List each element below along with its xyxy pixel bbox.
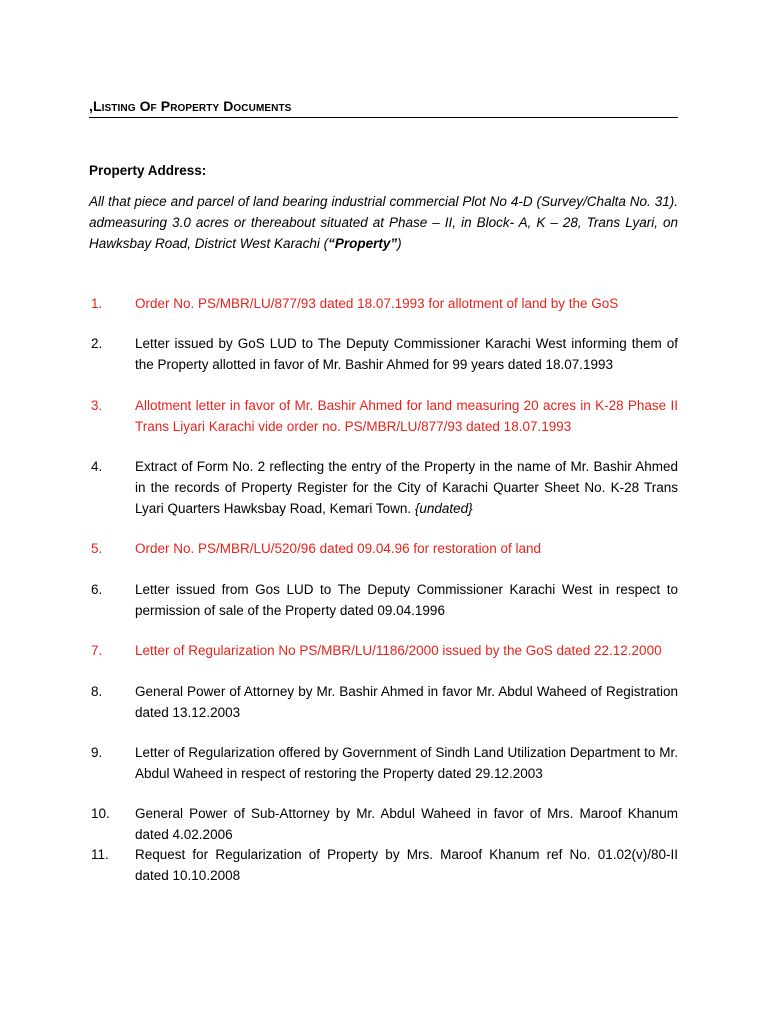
property-defined-term: “Property” (328, 236, 398, 251)
item-number: 7. (91, 643, 103, 658)
item-text: Allotment letter in favor of Mr. Bashir Ahmed for land measuring 20 acres in K-28 Phase II Trans Liyari Karachi vide order no. PS/MBR/LU/877/93 dated 18.07.1993 (135, 398, 678, 434)
item-text: General Power of Sub-Attorney by Mr. Abdul Waheed in favor of Mrs. Maroof Khanum dated 4.02.2006 (135, 806, 678, 842)
item-text: Letter of Regularization No PS/MBR/LU/1186/2000 issued by the GoS dated 22.12.2000 (135, 643, 662, 658)
property-address-label: Property Address: (89, 163, 207, 178)
document-title: ,Listing Of Property Documents (89, 98, 292, 114)
item-number: 11. (91, 847, 109, 862)
item-number: 5. (91, 541, 103, 556)
item-text: Letter issued by GoS LUD to The Deputy Commissioner Karachi West informing them of the Property allotted in favor of Mr. Bashir Ahmed for 99 years dated 18.07.1993 (135, 336, 678, 372)
item-text: Letter issued from Gos LUD to The Deputy Commissioner Karachi West in respect to permission of sale of the Property dated 09.04.1996 (135, 582, 678, 618)
item-note: {undated} (414, 501, 473, 516)
item-text: Request for Regularization of Property by Mrs. Maroof Khanum ref No. 01.02(v)/80-II dated 10.10.2008 (135, 847, 678, 883)
item-number: 4. (91, 459, 103, 474)
item-number: 3. (91, 398, 103, 413)
property-address-closing: ) (397, 236, 402, 251)
property-address-text (89, 191, 678, 254)
item-text: Order No. PS/MBR/LU/877/93 dated 18.07.1993 for allotment of land by the GoS (135, 296, 619, 311)
title-underline (89, 117, 678, 118)
item-number: 10. (91, 806, 110, 821)
item-number: 1. (91, 296, 103, 311)
item-text: Letter of Regularization offered by Government of Sindh Land Utilization Department to Mr. Abdul Waheed in respect of restoring the Property dated 29.12.2003 (135, 745, 678, 781)
item-text-wrapper (135, 456, 678, 519)
item-text: General Power of Attorney by Mr. Bashir Ahmed in favor Mr. Abdul Waheed of Registration dated 13.12.2003 (135, 684, 678, 720)
item-text: Extract of Form No. 2 reflecting the entry of the Property in the name of Mr. Bashir Ahmed in the records of Property Register for the City of Karachi Quarter Sheet No. K-28 Trans Lyari Quarters Hawksbay Road, Kemari Town. (135, 459, 678, 516)
item-number: 8. (91, 684, 103, 699)
item-number: 2. (91, 336, 103, 351)
item-number: 9. (91, 745, 103, 760)
property-address-body: All that piece and parcel of land bearing industrial commercial Plot No 4-D (Survey/Chalta No. 31). admeasuring 3.0 acres or thereabout situated at Phase – II, in Block- A, K – 28, Trans Lyari, on Hawksbay Road, District West Karachi ( (89, 194, 678, 251)
item-text: Order No. PS/MBR/LU/520/96 dated 09.04.96 for restoration of land (135, 541, 541, 556)
item-number: 6. (91, 582, 103, 597)
